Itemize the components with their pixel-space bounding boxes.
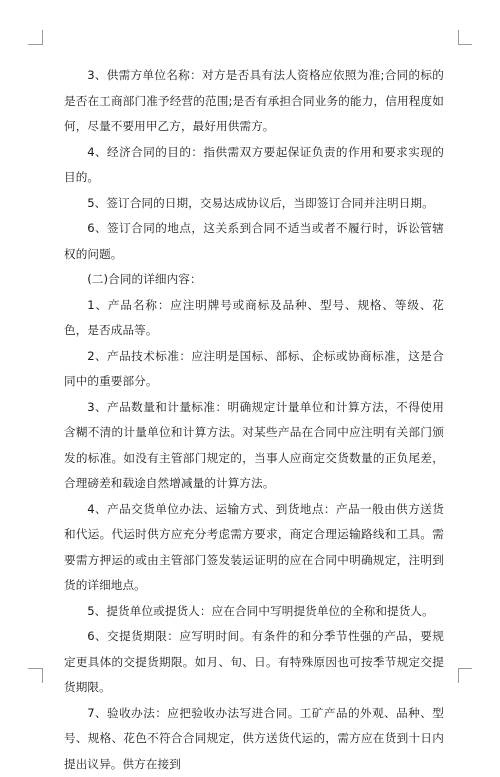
paragraph-signing-date: 5、签订合同的日期，交易达成协议后，当即签订合同并注明日期。	[64, 191, 444, 217]
paragraph-technical-standard: 2、产品技术标准：应注明是国标、部标、企标或协商标准，这是合同中的重要部分。	[64, 344, 444, 395]
crop-mark-top-right-v	[458, 30, 459, 45]
paragraph-acceptance-method: 7、验收办法：应把验收办法写进合同。工矿产品的外观、品种、型号、规格、花色不符合合同规定，供方送货代运的，需方应在货到十日内提出议异。供方在接到	[64, 701, 444, 777]
crop-mark-bottom-left-v	[42, 668, 43, 683]
paragraph-supply-demand-names: 3、供需方单位名称：对方是否具有法人资格应依照为准;合同的标的是否在工商部门准予经营的范围;是否有承担合同业务的能力，信用程度如何，尽量不要用甲乙方，最好用供需方。	[64, 63, 444, 140]
crop-mark-top-left-h	[28, 44, 42, 45]
crop-mark-bottom-left-h	[28, 668, 42, 669]
paragraph-signing-place: 6、签订合同的地点，这关系到合同不适当或者不履行时，诉讼管辖权的问题。	[64, 216, 444, 267]
document-body	[64, 63, 444, 777]
paragraph-pickup-unit: 5、提货单位或提货人：应在合同中写明提货单位的全称和提货人。	[64, 599, 444, 625]
paragraph-product-name: 1、产品名称：应注明牌号或商标及品种、型号、规格、等级、花色，是否成品等。	[64, 293, 444, 344]
paragraph-delivery-transport: 4、产品交货单位办法、运输方式、到货地点：产品一般由供方送货和代运。代运时供方应充分考虑需方要求，商定合理运输路线和工具。需要需方押运的或由主管部门签发装运证明的应在合同中明确规定，注明到货的详细地点。	[64, 497, 444, 599]
paragraph-quantity-measurement: 3、产品数量和计量标准：明确规定计量单位和计算方法，不得使用含糊不清的计量单位和计算方法。对某些产品在合同中应注明有关部门颁发的标准。如没有主管部门规定的，当事人应商定交货数量的正负尾差，合理磅差和载途自然增减量的计算方法。	[64, 395, 444, 497]
crop-mark-top-left-v	[42, 30, 43, 45]
crop-mark-bottom-right-v	[458, 668, 459, 683]
crop-mark-top-right-h	[458, 44, 472, 45]
section-heading-contract-details: (二)合同的详细内容：	[64, 267, 444, 293]
paragraph-contract-purpose: 4、经济合同的目的：指供需双方要起保证负责的作用和要求实现的目的。	[64, 140, 444, 191]
crop-mark-bottom-right-h	[458, 668, 472, 669]
paragraph-delivery-deadline: 6、交提货期限：应写明时间。有条件的和分季节性强的产品，要规定更具体的交提货期限。如月、旬、日。有特殊原因也可按季节规定交提货期限。	[64, 624, 444, 701]
